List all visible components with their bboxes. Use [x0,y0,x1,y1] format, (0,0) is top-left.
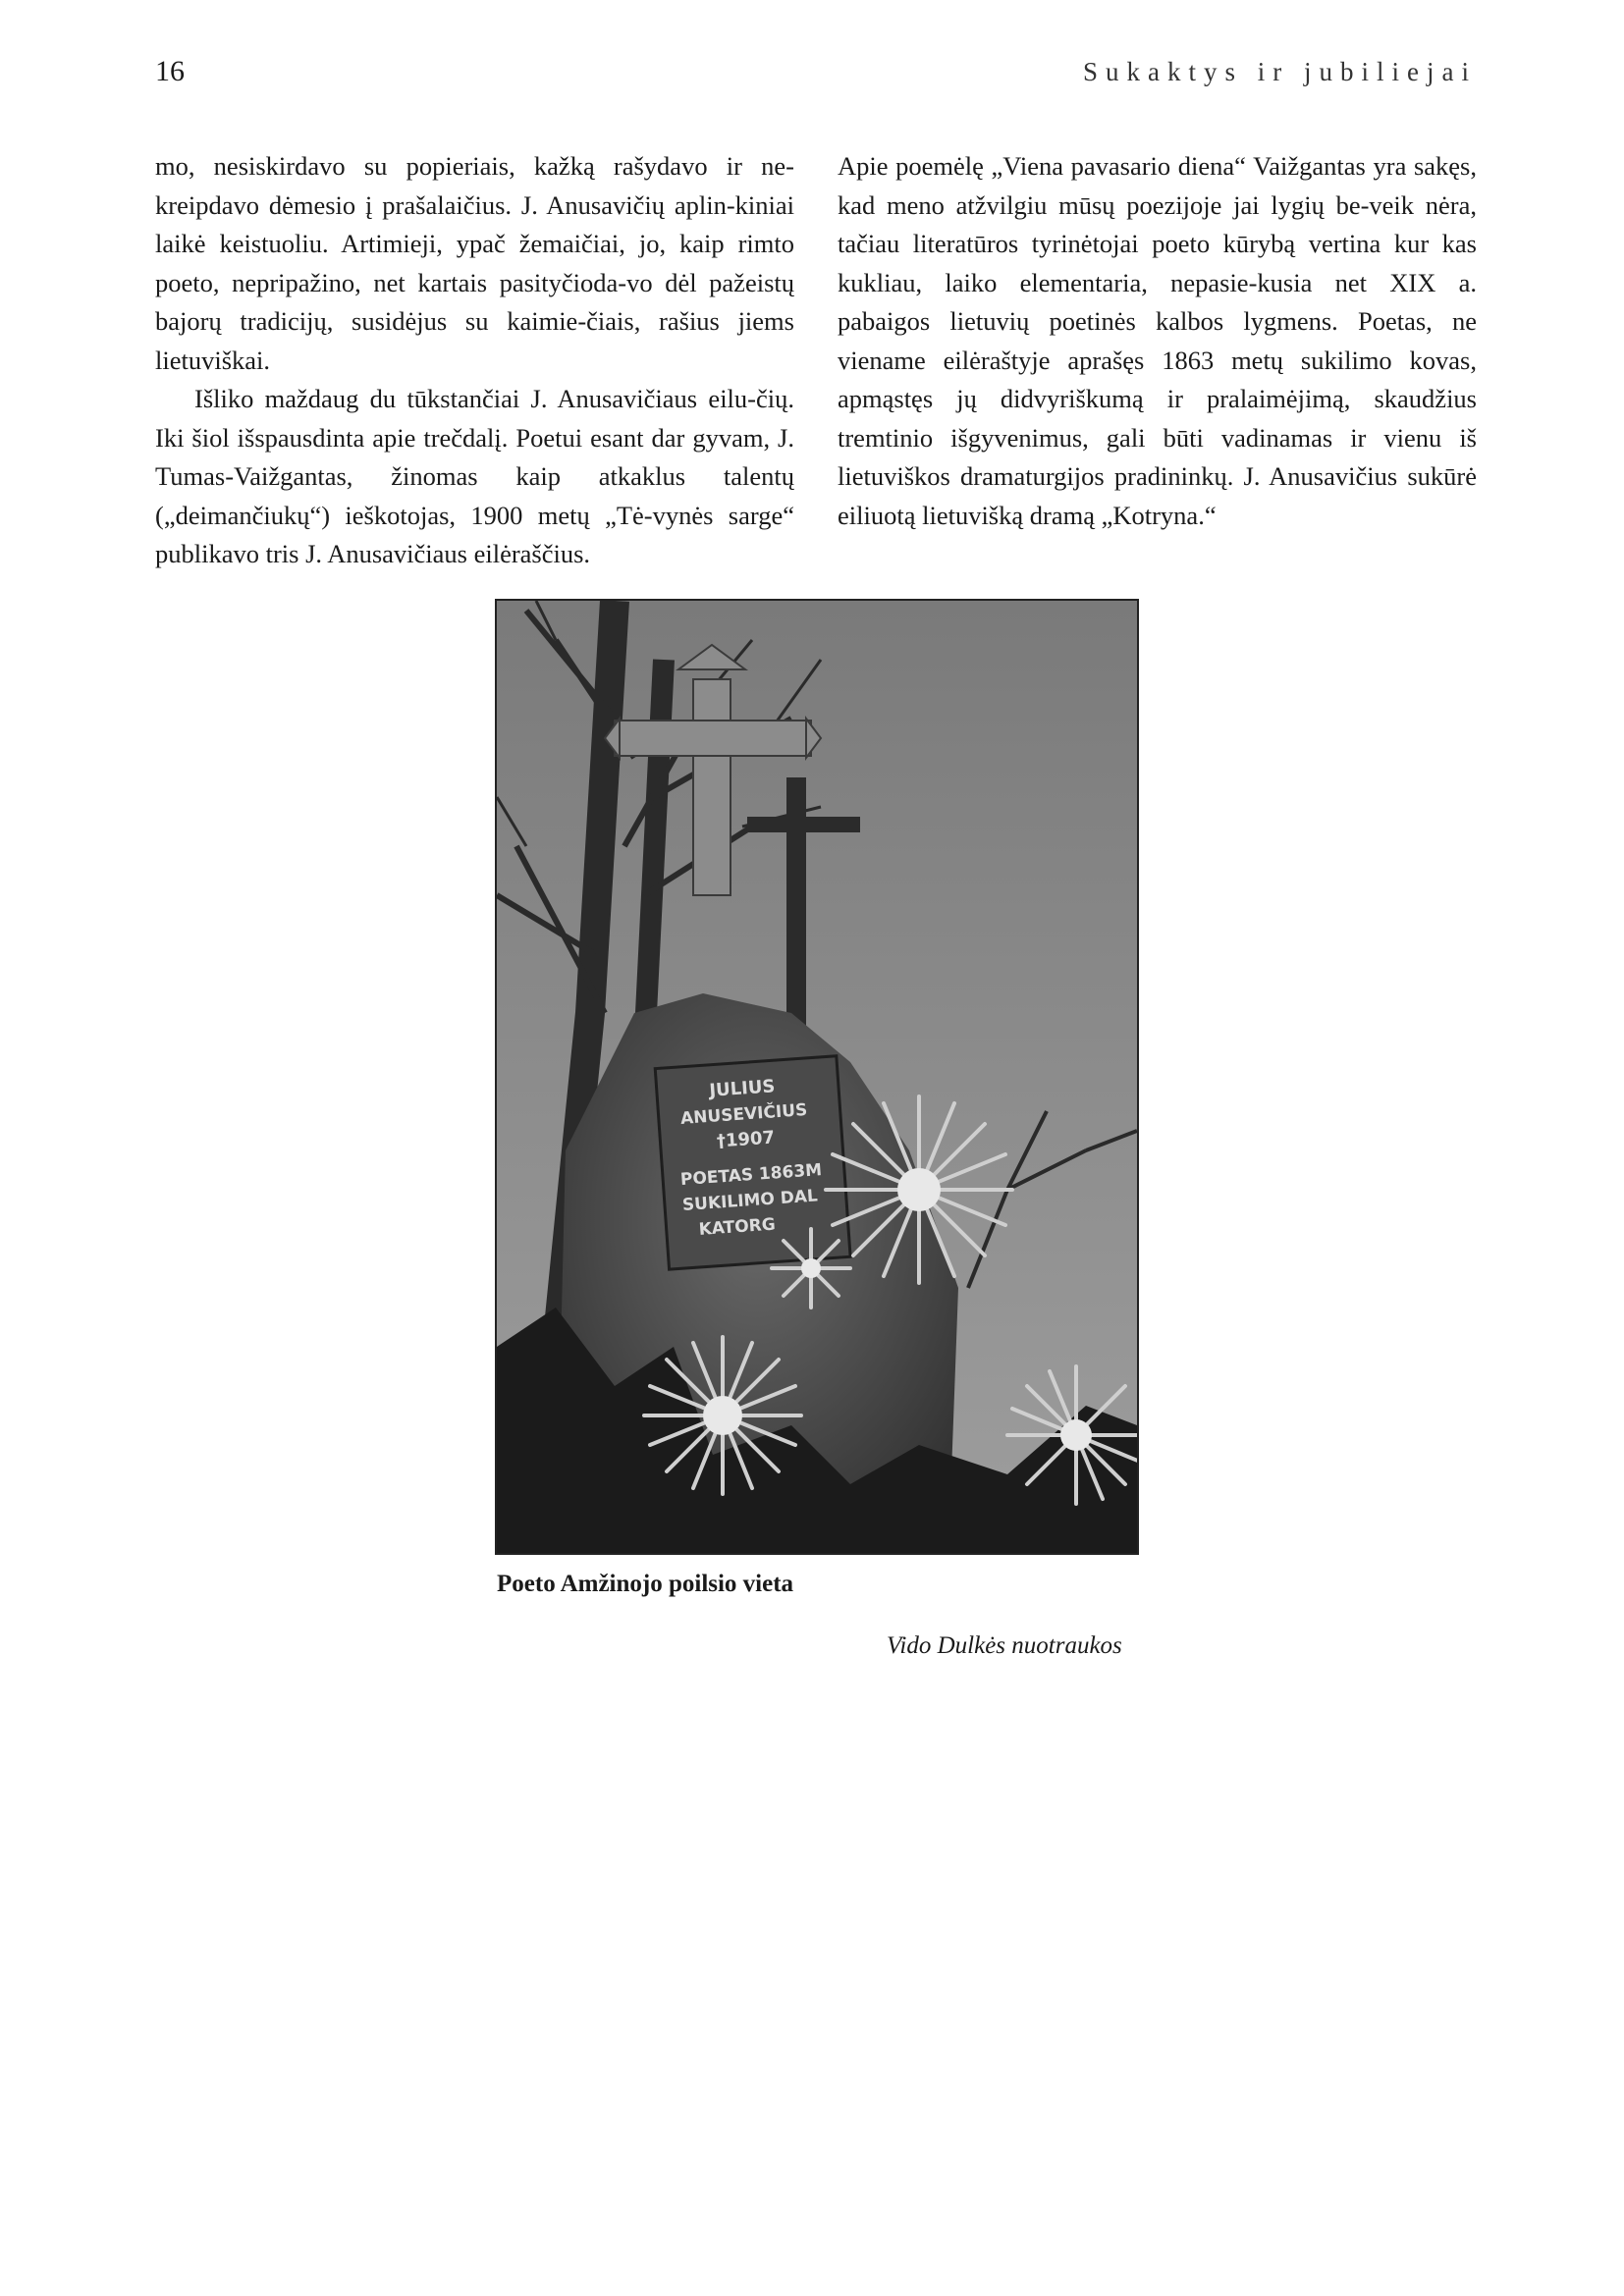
plaque-line: KATORG [698,1214,777,1240]
plaque-line: ANUSEVIČIUS [679,1099,808,1129]
paragraph: mo, nesiskirdavo su popieriais, kažką rašydavo ir ne-kreipdavo dėmesio į prašalaičius. J. Anusavičių aplin-kiniai laikė keistuoliu. Artimieji, ypač žemaičiai, jo, kaip rimto poeto, nepripažino, net kartais pasityčioda-vo dėl pažeistų bajorų tradicijų, susidėjus su kaimie-čiais, rašius jiems lietuviškai. [155,151,794,375]
plaque-line: †1907 [716,1127,776,1152]
grave-photo [495,599,1139,1555]
plaque-line: SUKILIMO DAL [681,1186,819,1216]
plaque-line: POETAS 1863M [679,1160,823,1191]
running-head: Sukaktys ir jubiliejai [1083,57,1477,86]
plaque-line: JULIUS [708,1076,777,1101]
page-number: 16 [155,55,185,87]
memorial-plaque [655,1056,850,1269]
paragraph: Išliko maždaug du tūkstančiai J. Anusavičiaus eilu-čių. Iki šiol išspausdinta apie trečdalį. Poetui esant dar gyvam, J. Tumas-Vaižgantas, žinomas kaip atkaklus talentų („deimančiukų“) ieškotojas, 1900 metų „Tė-vynės sarge“ publikavo tris J. Anusavičiaus eilėraščius. [155,384,794,568]
photo-caption: Poeto Amžinojo poilsio vieta [497,1571,794,1597]
left-column [155,147,794,574]
paragraph: Apie poemėlę „Viena pavasario diena“ Vaižgantas yra sakęs, kad meno atžvilgiu mūsų poezijoje jai lygių be-veik nėra, tačiau literatūros tyrinėtojai poeto kūrybą vertina kur kas kukliau, laiko elementaria, nepasie-kusia net XIX a. pabaigos lietuvių poetinės kalbos lygmens. Poetas, ne viename eilėraštyje aprašęs 1863 metų sukilimo kovas, apmąstęs jų didvyriškumą ir pralaimėjimą, skaudžius tremtinio išgyvenimus, gali būti vadinamas ir vienu iš lietuviškos dramaturgijos pradininkų. J. Anusavičius sukūrė eiliuotą lietuvišką dramą „Kotryna.“ [838,151,1477,530]
photo-credit: Vido Dulkės nuotraukos [887,1632,1122,1659]
right-column [838,147,1477,535]
